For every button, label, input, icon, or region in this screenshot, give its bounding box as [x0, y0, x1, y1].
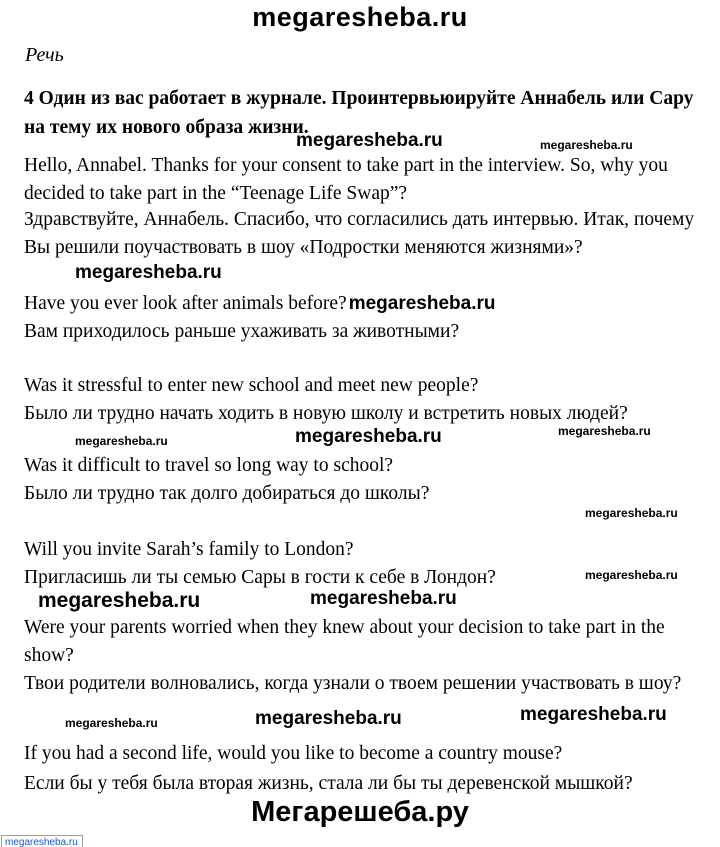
watermark-text: megaresheba.ru [348, 293, 496, 314]
watermark-text: megaresheba.ru [520, 704, 667, 725]
translation-ru-5: Пригласишь ли ты семью Сары в гости к себе в Лондон? [24, 567, 496, 588]
watermark-text: megaresheba.ru [296, 130, 443, 151]
question-en-6: Were your parents worried when they knew about your decision to take part in the show? [24, 617, 665, 666]
watermark-text: megaresheba.ru [295, 426, 442, 447]
watermark-text: megaresheba.ru [75, 434, 168, 448]
site-header-title: megaresheba.ru [252, 2, 468, 32]
question-en-4: Was it difficult to travel so long way to school? [24, 455, 394, 476]
watermark-text: megaresheba.ru [585, 568, 678, 582]
footer-site-title: Мегарешеба.ру [251, 796, 469, 828]
corner-site-link[interactable]: megaresheba.ru [1, 835, 83, 847]
watermark-text: megaresheba.ru [75, 262, 222, 283]
question-en-7: If you had a second life, would you like to become a country mouse? [24, 743, 563, 764]
watermark-text: megaresheba.ru [540, 138, 633, 152]
section-label: Речь [25, 44, 64, 66]
watermark-text: megaresheba.ru [585, 506, 678, 520]
question-en-5: Will you invite Sarah’s family to London? [24, 539, 354, 560]
task-heading: 4 Один из вас работает в журнале. Проинтервьюируйте Аннабель или Сару на тему их нового образа жизни. [24, 88, 694, 138]
translation-ru-3: Было ли трудно начать ходить в новую школу и встретить новых людей? [24, 403, 628, 424]
translation-ru-6: Твои родители волновались, когда узнали о твоем решении участвовать в шоу? [24, 673, 682, 694]
watermark-text: megaresheba.ru [255, 708, 402, 729]
translation-ru-7: Если бы у тебя была вторая жизнь, стала ли бы ты деревенской мышкой? [24, 773, 633, 794]
question-en-2 [24, 290, 702, 318]
translation-ru-4: Было ли трудно так долго добираться до школы? [24, 483, 430, 504]
watermark-text: megaresheba.ru [310, 588, 457, 609]
watermark-text: megaresheba.ru [65, 716, 158, 730]
translation-ru-2: Вам приходилось раньше ухаживать за животными? [24, 321, 460, 342]
question-en-3: Was it stressful to enter new school and meet new people? [24, 375, 479, 396]
question-en-2-text: Have you ever look after animals before? [24, 293, 347, 314]
watermark-text: megaresheba.ru [558, 424, 651, 438]
translation-ru-1: Здравствуйте, Аннабель. Спасибо, что согласились дать интервью. Итак, почему Вы решили поучаствовать в шоу «Подростки меняются жизнями»? [24, 209, 695, 258]
watermark-text: megaresheba.ru [38, 589, 201, 612]
question-en-1: Hello, Annabel. Thanks for your consent to take part in the interview. So, why you decided to take part in the “Teenage Life Swap”? [24, 155, 668, 204]
